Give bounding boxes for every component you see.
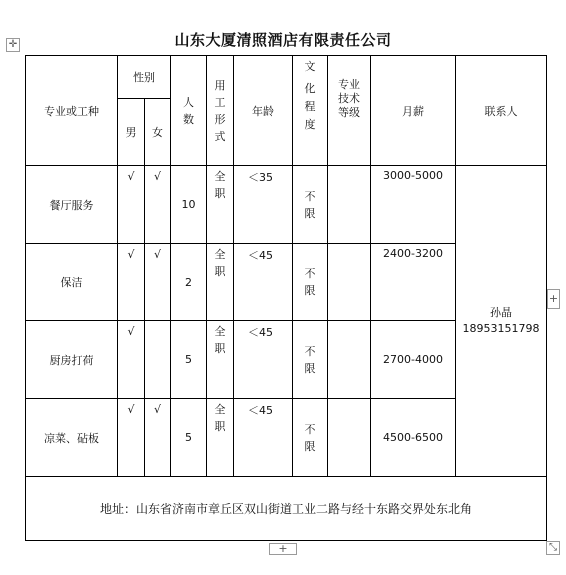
cell-employment-type[interactable] <box>207 321 234 399</box>
cell-skill-level[interactable] <box>328 244 371 321</box>
header-employment-type <box>207 56 234 166</box>
count-text: 10 <box>181 198 196 211</box>
education-text: 不限 <box>304 189 316 220</box>
female-check-mark: √ <box>153 170 161 183</box>
cell-female[interactable] <box>145 399 171 477</box>
cell-position[interactable] <box>26 399 118 477</box>
header-male-label: 男 <box>125 126 137 139</box>
salary-text: 3000-5000 <box>383 169 443 182</box>
cell-position[interactable] <box>26 321 118 399</box>
male-check-mark: √ <box>127 248 135 261</box>
male-check-mark: √ <box>127 403 135 416</box>
header-skill-level <box>328 56 371 166</box>
cell-position[interactable] <box>26 166 118 244</box>
age-text: ＜45 <box>248 404 273 417</box>
header-position-label: 专业或工种 <box>44 104 99 118</box>
position-text: 凉菜、砧板 <box>44 431 99 445</box>
education-text: 不限 <box>304 267 316 297</box>
cell-education[interactable] <box>293 166 328 244</box>
employment-type-text: 全职 <box>214 325 226 355</box>
cell-employment-type[interactable] <box>207 244 234 321</box>
table-row <box>26 166 547 244</box>
header-row-1 <box>26 56 547 99</box>
cell-female[interactable] <box>145 321 171 399</box>
male-check-mark: √ <box>127 170 135 183</box>
employment-type-text: 全职 <box>214 170 226 200</box>
position-text: 餐厅服务 <box>49 198 94 212</box>
header-position <box>26 56 118 166</box>
header-salary-label: 月薪 <box>402 104 424 118</box>
cell-male[interactable] <box>118 244 145 321</box>
employment-type-text: 全职 <box>214 403 226 433</box>
cell-male[interactable] <box>118 321 145 399</box>
salary-text: 2400-3200 <box>383 247 443 260</box>
cell-male[interactable] <box>118 166 145 244</box>
header-education <box>293 56 328 166</box>
cell-education[interactable] <box>293 244 328 321</box>
education-text: 不限 <box>304 422 316 453</box>
header-education-line1: 文 <box>304 60 316 73</box>
header-gender-label: 性别 <box>133 71 155 84</box>
address-row <box>26 477 547 541</box>
contact-name: 孙晶 <box>490 306 512 319</box>
header-education-line2: 化程度 <box>304 82 316 131</box>
cell-salary[interactable] <box>371 321 456 399</box>
salary-text: 2700-4000 <box>383 353 443 366</box>
contact-phone: 18953151798 <box>462 322 540 335</box>
salary-text: 4500-6500 <box>383 431 443 444</box>
header-count-label: 人数 <box>183 95 194 126</box>
male-check-mark: √ <box>127 325 135 338</box>
cell-address[interactable] <box>26 477 547 541</box>
cell-female[interactable] <box>145 244 171 321</box>
cell-count[interactable] <box>171 399 207 477</box>
cell-salary[interactable] <box>371 399 456 477</box>
cell-age[interactable] <box>234 244 293 321</box>
table-resize-handle-icon[interactable]: ⤡ <box>546 541 560 555</box>
header-age <box>234 56 293 166</box>
cell-education[interactable] <box>293 321 328 399</box>
header-salary <box>371 56 456 166</box>
cell-employment-type[interactable] <box>207 399 234 477</box>
female-check-mark: √ <box>153 248 161 261</box>
female-check-mark: √ <box>153 403 161 416</box>
count-text: 5 <box>185 431 192 444</box>
cell-count[interactable] <box>171 166 207 244</box>
cell-age[interactable] <box>234 399 293 477</box>
address-text: 地址：山东省济南市章丘区双山街道工业二路与经十东路交界处东北角 <box>99 502 472 516</box>
count-text: 5 <box>185 353 192 366</box>
position-text: 保洁 <box>60 276 83 289</box>
cell-salary[interactable] <box>371 244 456 321</box>
count-text: 2 <box>185 275 192 289</box>
header-contact <box>456 56 547 166</box>
cell-contact[interactable] <box>456 166 547 477</box>
cell-age[interactable] <box>234 166 293 244</box>
cell-female[interactable] <box>145 166 171 244</box>
header-male <box>118 99 145 166</box>
position-text: 厨房打荷 <box>49 353 94 367</box>
age-text: ＜45 <box>248 249 273 262</box>
header-contact-label: 联系人 <box>484 104 518 118</box>
cell-count[interactable] <box>171 244 207 321</box>
cell-count[interactable] <box>171 321 207 399</box>
age-text: ＜45 <box>248 326 273 339</box>
cell-position[interactable] <box>26 244 118 321</box>
cell-male[interactable] <box>118 399 145 477</box>
education-text: 不限 <box>304 344 316 375</box>
age-text: ＜35 <box>248 171 273 184</box>
header-employment-type-label: 用工形式 <box>214 78 226 143</box>
header-gender <box>118 56 171 99</box>
cell-age[interactable] <box>234 321 293 399</box>
cell-employment-type[interactable] <box>207 166 234 244</box>
female-check-mark <box>145 321 170 325</box>
header-count <box>171 56 207 166</box>
employment-type-text: 全职 <box>214 248 226 278</box>
header-skill-level-label: 专业技术等级 <box>338 78 360 119</box>
cell-salary[interactable] <box>371 166 456 244</box>
cell-skill-level[interactable] <box>328 166 371 244</box>
cell-skill-level[interactable] <box>328 321 371 399</box>
cell-skill-level[interactable] <box>328 399 371 477</box>
header-female <box>145 99 171 166</box>
document-title: 山东大厦清照酒店有限责任公司 <box>174 31 392 49</box>
add-row-button[interactable]: + <box>269 543 297 555</box>
cell-education[interactable] <box>293 399 328 477</box>
table-move-handle-icon[interactable]: ✛ <box>6 38 20 52</box>
header-age-label: 年龄 <box>252 104 274 118</box>
add-column-button[interactable]: + <box>547 289 560 309</box>
recruitment-table <box>25 55 547 541</box>
header-female-label: 女 <box>152 126 163 139</box>
